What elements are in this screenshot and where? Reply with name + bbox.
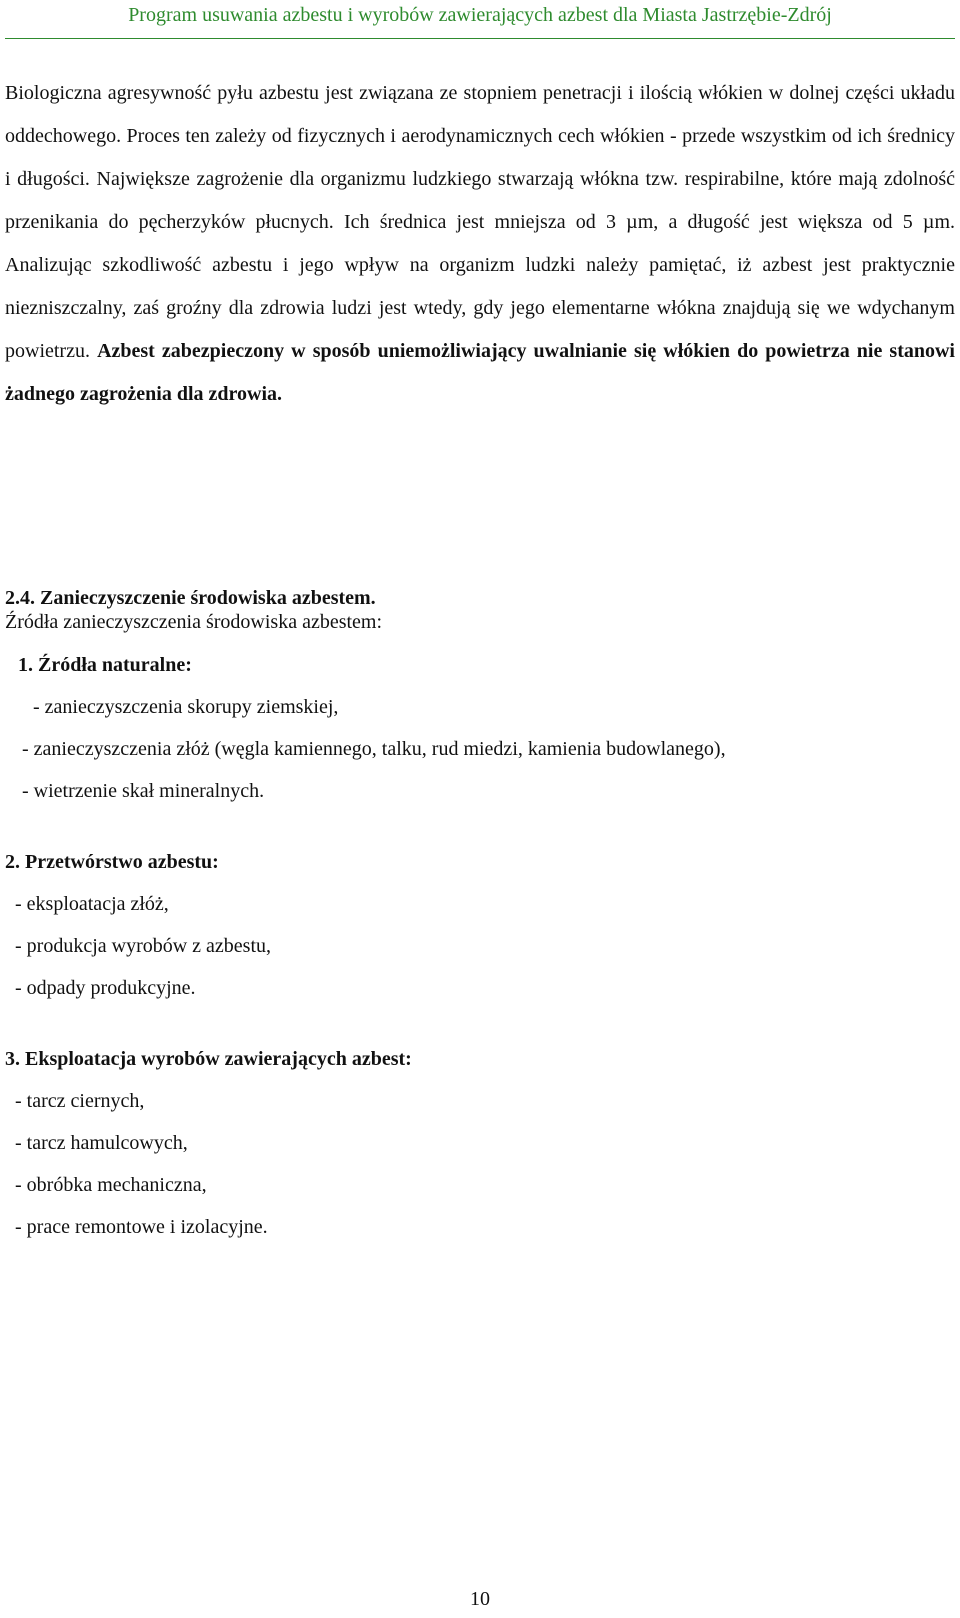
list-item: - produkcja wyrobów z azbestu, [15,935,272,957]
list-item: - tarcz ciernych, [15,1090,145,1112]
list-item: - zanieczyszczenia złóż (węgla kamiennego, talku, rud miedzi, kamienia budowlanego), [22,738,726,760]
list-item: - eksploatacja złóż, [15,893,169,915]
list-item: - odpady produkcyjne. [15,977,196,999]
header-divider [5,38,955,39]
list-item: - prace remontowe i izolacyjne. [15,1216,268,1238]
group-title-usage: 3. Eksploatacja wyrobów zawierających azbest: [5,1048,412,1070]
list-item: - obróbka mechaniczna, [15,1174,207,1196]
list-item: - tarcz hamulcowych, [15,1132,188,1154]
page-number: 10 [470,1588,490,1610]
list-item: - zanieczyszczenia skorupy ziemskiej, [33,696,339,718]
section-intro: Źródła zanieczyszczenia środowiska azbestem: [5,611,383,633]
paragraph-text: Biologiczna agresywność pyłu azbestu jest związana ze stopniem penetracji i ilością włókien w dolnej części układu oddechowego. Proces ten zależy od fizycznych i aerodynamicznych cech włókien - przede wszystkim od ich średnicy i długości. Największe zagrożenie dla organizmu ludzkiego stwarzają włókna tzw. respirabilne, które mają zdolność przenikania do pęcherzyków płucnych. Ich średnica jest mniejsza od 3 µm, a długość jest większa od 5 µm. Analizując szkodliwość azbestu i jego wpływ na organizm ludzki należy pamiętać, iż azbest jest praktycznie niezniszczalny, zaś groźny dla zdrowia ludzi jest wtedy, gdy jego elementarne włókna znajdują się we wdychanym powietrzu. [5,82,955,362]
paragraph-emphasis: Azbest zabezpieczony w sposób uniemożliwiający uwalnianie się włókien do powietrza nie stanowi żadnego zagrożenia dla zdrowia. [5,340,955,405]
running-header: Program usuwania azbestu i wyrobów zawierających azbest dla Miasta Jastrzębie-Zdrój [128,4,832,26]
body-paragraph [5,72,955,416]
group-title-natural: 1. Źródła naturalne: [18,654,192,676]
group-title-processing: 2. Przetwórstwo azbestu: [5,851,219,873]
list-item: - wietrzenie skał mineralnych. [22,780,265,802]
section-heading: 2.4. Zanieczyszczenie środowiska azbestem. [5,587,376,609]
